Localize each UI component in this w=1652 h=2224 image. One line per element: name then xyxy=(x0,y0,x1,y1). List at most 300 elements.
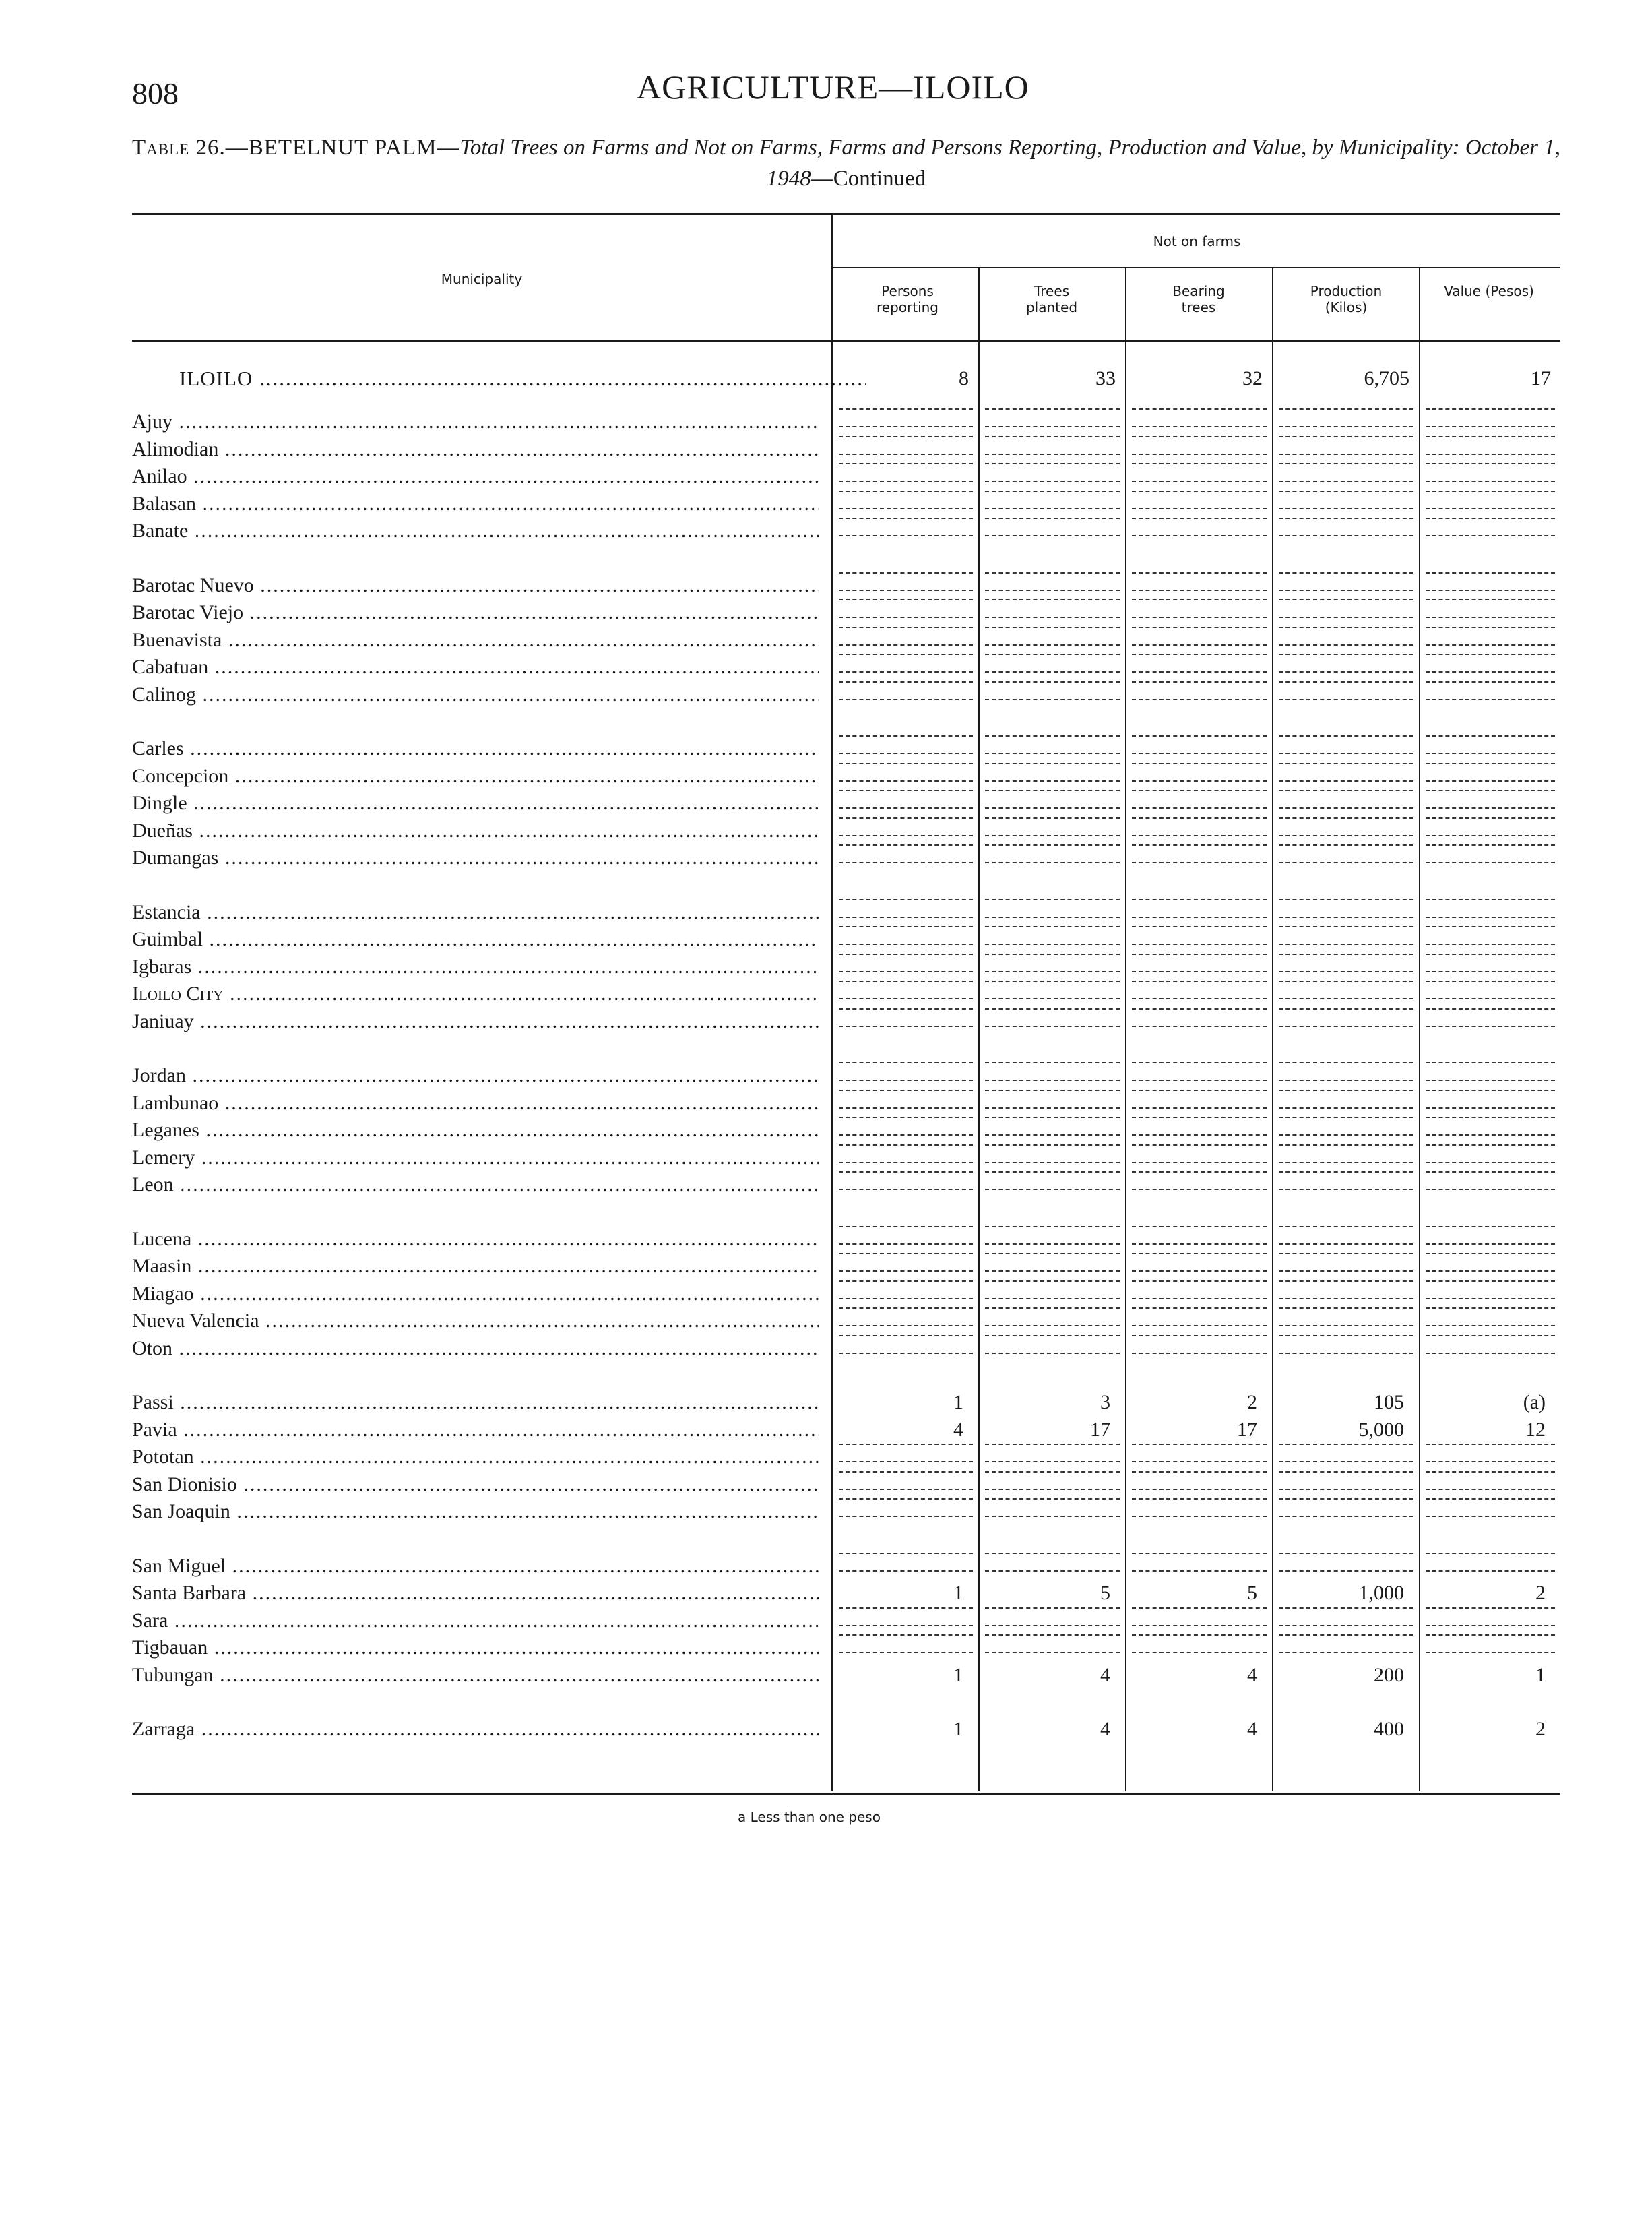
table-row xyxy=(132,1062,1560,1089)
persons-reporting-cell xyxy=(839,491,973,509)
value-cell xyxy=(1426,763,1555,782)
table-row xyxy=(132,627,1560,654)
caption-italic: Total Trees on Farms and Not on Farms, Farms and Persons Reporting, Production and Value, by Municipality: October 1, 1948 xyxy=(459,135,1560,191)
persons-reporting-cell xyxy=(839,1335,973,1354)
value-cell: 1 xyxy=(1535,1663,1546,1686)
production-cell: 1,000 xyxy=(1358,1582,1404,1604)
trees-planted-cell xyxy=(985,954,1120,972)
bearing-trees-cell xyxy=(1132,1498,1267,1517)
value-cell xyxy=(1426,572,1555,591)
production-cell xyxy=(1279,518,1413,536)
trees-planted-cell xyxy=(985,572,1120,591)
table-top-rule xyxy=(132,213,1560,215)
value-cell xyxy=(1426,817,1555,836)
bearing-trees-cell xyxy=(1132,1226,1267,1245)
production-cell xyxy=(1279,436,1413,455)
column-header-value: Value (Pesos) xyxy=(1444,283,1534,299)
bearing-trees-cell xyxy=(1132,1471,1267,1490)
value-cell xyxy=(1426,1498,1555,1517)
bearing-trees-cell xyxy=(1132,1307,1267,1326)
production-cell xyxy=(1279,463,1413,482)
value-cell xyxy=(1426,899,1555,918)
municipality-name: Passi ..... xyxy=(132,1389,819,1416)
production-cell: 400 xyxy=(1374,1718,1404,1740)
production-cell xyxy=(1279,627,1413,646)
persons-reporting-cell: 1 xyxy=(953,1663,963,1686)
trees-planted-cell xyxy=(985,518,1120,536)
bearing-trees-cell xyxy=(1132,1090,1267,1109)
municipality-name: Ajuy ..... xyxy=(132,408,819,435)
persons-reporting-cell xyxy=(839,1498,973,1517)
table-row xyxy=(132,899,1560,926)
municipality-name: Dueñas ..... xyxy=(132,817,819,844)
production-cell xyxy=(1279,1008,1413,1027)
page-number: 808 xyxy=(132,76,179,111)
bearing-trees-cell xyxy=(1132,627,1267,646)
footnote: a Less than one peso xyxy=(738,1809,881,1825)
persons-reporting-cell xyxy=(839,1444,973,1462)
value-cell xyxy=(1426,981,1555,999)
table-row xyxy=(132,1117,1560,1144)
municipality-name: San Joaquin ..... xyxy=(132,1498,819,1525)
persons-reporting-cell xyxy=(839,599,973,618)
persons-reporting-cell xyxy=(839,926,973,945)
persons-reporting-cell: 1 xyxy=(953,1391,963,1413)
municipality-name: Pavia ..... xyxy=(132,1417,819,1444)
table-row xyxy=(132,763,1560,790)
value-cell: 12 xyxy=(1525,1418,1546,1441)
bearing-trees-cell xyxy=(1132,681,1267,700)
value-cell xyxy=(1426,1634,1555,1653)
value-cell xyxy=(1426,518,1555,536)
persons-reporting-cell xyxy=(839,572,973,591)
table-row xyxy=(132,1335,1560,1362)
persons-reporting-cell: 4 xyxy=(953,1418,963,1441)
production-cell xyxy=(1279,981,1413,999)
value-cell xyxy=(1426,790,1555,809)
bearing-trees-cell: 4 xyxy=(1247,1663,1257,1686)
production-cell xyxy=(1279,491,1413,509)
production-cell xyxy=(1279,1335,1413,1354)
bearing-trees-cell: 2 xyxy=(1247,1391,1257,1413)
table-row xyxy=(132,408,1560,435)
table-row xyxy=(132,1498,1560,1525)
value-cell xyxy=(1426,1335,1555,1354)
persons-reporting-cell xyxy=(839,1171,973,1190)
value-cell xyxy=(1426,1253,1555,1272)
value-cell xyxy=(1426,681,1555,700)
value-cell xyxy=(1426,1444,1555,1462)
table-row xyxy=(132,1253,1560,1280)
municipality-name: Leganes ..... xyxy=(132,1117,819,1144)
production-cell xyxy=(1279,926,1413,945)
table-row xyxy=(132,981,1560,1008)
table-row xyxy=(132,1389,1560,1416)
bearing-trees-cell xyxy=(1132,954,1267,972)
bearing-trees-cell xyxy=(1132,926,1267,945)
municipality-name: Dingle ..... xyxy=(132,790,819,817)
trees-planted-cell: 17 xyxy=(1090,1418,1110,1441)
trees-planted-cell xyxy=(985,1226,1120,1245)
persons-reporting-cell xyxy=(839,763,973,782)
production-cell xyxy=(1279,1307,1413,1326)
bearing-trees-cell xyxy=(1132,1117,1267,1136)
persons-reporting-cell xyxy=(839,981,973,999)
value-cell xyxy=(1426,1171,1555,1190)
bearing-trees-cell xyxy=(1132,817,1267,836)
value-cell xyxy=(1426,1307,1555,1326)
bearing-trees-cell xyxy=(1132,491,1267,509)
value-cell xyxy=(1426,1144,1555,1163)
trees-planted-cell xyxy=(985,654,1120,673)
municipality-name: Zarraga ..... xyxy=(132,1716,819,1743)
trees-planted-cell xyxy=(985,491,1120,509)
trees-planted-cell xyxy=(985,1607,1120,1626)
bearing-trees-cell xyxy=(1132,1062,1267,1081)
production-cell xyxy=(1279,1498,1413,1517)
production-cell xyxy=(1279,572,1413,591)
municipality-name: Nueva Valencia ..... xyxy=(132,1307,819,1334)
table-row xyxy=(132,954,1560,981)
persons-reporting-cell xyxy=(839,1008,973,1027)
persons-reporting-cell xyxy=(839,790,973,809)
total-bearing-trees: 32 xyxy=(1242,367,1263,390)
table-row xyxy=(132,599,1560,626)
production-cell: 200 xyxy=(1374,1663,1404,1686)
trees-planted-cell xyxy=(985,681,1120,700)
value-cell xyxy=(1426,1090,1555,1109)
persons-reporting-cell xyxy=(839,436,973,455)
table-row xyxy=(132,1471,1560,1498)
production-cell xyxy=(1279,817,1413,836)
value-cell xyxy=(1426,954,1555,972)
bearing-trees-cell xyxy=(1132,735,1267,754)
table-row xyxy=(132,654,1560,681)
table-row xyxy=(132,1008,1560,1035)
bearing-trees-cell xyxy=(1132,599,1267,618)
municipality-name: San Miguel ..... xyxy=(132,1553,819,1580)
municipality-name: Estancia ..... xyxy=(132,899,819,926)
column-header-trees-planted: Trees planted xyxy=(1025,283,1078,315)
municipality-name: Oton ..... xyxy=(132,1335,819,1362)
persons-reporting-cell xyxy=(839,1226,973,1245)
table-row xyxy=(132,1307,1560,1334)
table-row xyxy=(132,1662,1560,1689)
group-header-rule xyxy=(831,267,1560,268)
bearing-trees-cell xyxy=(1132,1335,1267,1354)
production-cell xyxy=(1279,1062,1413,1081)
value-cell xyxy=(1426,436,1555,455)
trees-planted-cell xyxy=(985,408,1120,427)
trees-planted-cell xyxy=(985,735,1120,754)
value-cell xyxy=(1426,654,1555,673)
table-row xyxy=(132,844,1560,871)
table-row xyxy=(132,817,1560,844)
persons-reporting-cell xyxy=(839,817,973,836)
production-cell xyxy=(1279,1090,1413,1109)
bearing-trees-cell xyxy=(1132,1444,1267,1462)
trees-planted-cell xyxy=(985,899,1120,918)
table-row xyxy=(132,1171,1560,1198)
table-row xyxy=(132,735,1560,762)
municipality-name: Lambunao ..... xyxy=(132,1090,819,1117)
value-cell xyxy=(1426,491,1555,509)
persons-reporting-cell xyxy=(839,1607,973,1626)
trees-planted-cell xyxy=(985,463,1120,482)
trees-planted-cell xyxy=(985,599,1120,618)
value-cell xyxy=(1426,463,1555,482)
total-row-name: ILOILO ..... xyxy=(179,365,866,392)
production-cell xyxy=(1279,954,1413,972)
value-cell xyxy=(1426,1062,1555,1081)
trees-planted-cell xyxy=(985,1335,1120,1354)
bearing-trees-cell xyxy=(1132,1253,1267,1272)
persons-reporting-cell xyxy=(839,1553,973,1572)
persons-reporting-cell xyxy=(839,1280,973,1299)
caption-lead: Table 26.—BETELNUT PALM— xyxy=(132,135,460,160)
trees-planted-cell xyxy=(985,1444,1120,1462)
persons-reporting-cell: 1 xyxy=(953,1582,963,1604)
bearing-trees-cell xyxy=(1132,1008,1267,1027)
total-row xyxy=(132,365,1560,392)
value-cell xyxy=(1426,408,1555,427)
production-cell xyxy=(1279,1280,1413,1299)
value-cell xyxy=(1426,1117,1555,1136)
municipality-name: Buenavista ..... xyxy=(132,627,819,654)
bearing-trees-cell xyxy=(1132,1553,1267,1572)
persons-reporting-cell xyxy=(839,627,973,646)
municipality-name: Iloilo City ..... xyxy=(132,981,819,1008)
table-row xyxy=(132,1280,1560,1307)
municipality-name: Balasan ..... xyxy=(132,491,819,518)
table-row xyxy=(132,572,1560,599)
value-cell xyxy=(1426,1226,1555,1245)
value-cell xyxy=(1426,1553,1555,1572)
production-cell xyxy=(1279,763,1413,782)
table-row xyxy=(132,1417,1560,1444)
table-caption xyxy=(132,132,1560,194)
table-row xyxy=(132,491,1560,518)
value-cell xyxy=(1426,1471,1555,1490)
caption-tail: —Continued xyxy=(811,166,926,191)
value-cell xyxy=(1426,1607,1555,1626)
persons-reporting-cell xyxy=(839,1062,973,1081)
table-row xyxy=(132,463,1560,490)
trees-planted-cell xyxy=(985,981,1120,999)
production-cell xyxy=(1279,844,1413,863)
production-cell xyxy=(1279,1553,1413,1572)
municipality-name: Concepcion ..... xyxy=(132,763,819,790)
production-cell xyxy=(1279,790,1413,809)
municipality-name: Dumangas ..... xyxy=(132,844,819,871)
table-bottom-rule xyxy=(132,1793,1560,1795)
municipality-name: Lucena ..... xyxy=(132,1226,819,1253)
bearing-trees-cell xyxy=(1132,572,1267,591)
municipality-name: Alimodian ..... xyxy=(132,436,819,463)
header-bottom-rule xyxy=(132,340,1560,342)
trees-planted-cell: 5 xyxy=(1100,1582,1110,1604)
persons-reporting-cell xyxy=(839,408,973,427)
bearing-trees-cell xyxy=(1132,899,1267,918)
trees-planted-cell xyxy=(985,1090,1120,1109)
table-row xyxy=(132,1553,1560,1580)
production-cell xyxy=(1279,1634,1413,1653)
persons-reporting-cell xyxy=(839,1634,973,1653)
municipality-name: Guimbal ..... xyxy=(132,926,819,953)
production-cell xyxy=(1279,899,1413,918)
municipality-name: Anilao ..... xyxy=(132,463,819,490)
value-cell xyxy=(1426,599,1555,618)
table-row xyxy=(132,1580,1560,1607)
persons-reporting-cell xyxy=(839,518,973,536)
municipality-name: Miagao ..... xyxy=(132,1280,819,1307)
value-cell xyxy=(1426,735,1555,754)
persons-reporting-cell xyxy=(839,1253,973,1272)
bearing-trees-cell xyxy=(1132,763,1267,782)
group-header-not-on-farms: Not on farms xyxy=(1153,233,1241,249)
bearing-trees-cell xyxy=(1132,1634,1267,1653)
bearing-trees-cell xyxy=(1132,518,1267,536)
trees-planted-cell xyxy=(985,1280,1120,1299)
value-cell xyxy=(1426,627,1555,646)
trees-planted-cell xyxy=(985,1471,1120,1490)
trees-planted-cell: 4 xyxy=(1100,1718,1110,1740)
production-cell xyxy=(1279,1117,1413,1136)
municipality-name: Tubungan ..... xyxy=(132,1662,819,1689)
persons-reporting-cell xyxy=(839,654,973,673)
column-header-bearing-trees: Bearing trees xyxy=(1172,283,1225,315)
trees-planted-cell xyxy=(985,1117,1120,1136)
total-production: 6,705 xyxy=(1364,367,1409,390)
trees-planted-cell xyxy=(985,1307,1120,1326)
persons-reporting-cell xyxy=(839,681,973,700)
persons-reporting-cell xyxy=(839,1144,973,1163)
production-cell xyxy=(1279,1444,1413,1462)
value-cell xyxy=(1426,926,1555,945)
trees-planted-cell xyxy=(985,1144,1120,1163)
production-cell xyxy=(1279,681,1413,700)
municipality-name: Leon ..... xyxy=(132,1171,819,1198)
trees-planted-cell xyxy=(985,817,1120,836)
table-row xyxy=(132,1444,1560,1471)
trees-planted-cell xyxy=(985,1553,1120,1572)
value-cell: 2 xyxy=(1535,1718,1546,1740)
trees-planted-cell xyxy=(985,1062,1120,1081)
trees-planted-cell xyxy=(985,790,1120,809)
persons-reporting-cell xyxy=(839,735,973,754)
table-row xyxy=(132,518,1560,545)
bearing-trees-cell xyxy=(1132,408,1267,427)
municipality-name: Carles ..... xyxy=(132,735,819,762)
persons-reporting-cell xyxy=(839,463,973,482)
persons-reporting-cell xyxy=(839,1090,973,1109)
bearing-trees-cell xyxy=(1132,1144,1267,1163)
table-row xyxy=(132,1716,1560,1743)
table-row xyxy=(132,1090,1560,1117)
bearing-trees-cell xyxy=(1132,844,1267,863)
trees-planted-cell xyxy=(985,763,1120,782)
production-cell xyxy=(1279,599,1413,618)
trees-planted-cell: 3 xyxy=(1100,1391,1110,1413)
page-title: AGRICULTURE—ILOILO xyxy=(637,68,1029,106)
production-cell xyxy=(1279,1253,1413,1272)
bearing-trees-cell xyxy=(1132,790,1267,809)
production-cell xyxy=(1279,1171,1413,1190)
municipality-name: Jordan ..... xyxy=(132,1062,819,1089)
value-cell: (a) xyxy=(1523,1391,1546,1413)
value-cell: 2 xyxy=(1535,1582,1546,1604)
total-value: 17 xyxy=(1531,367,1551,390)
production-cell: 105 xyxy=(1374,1391,1404,1413)
column-header-persons-reporting: Persons reporting xyxy=(876,283,939,315)
persons-reporting-cell: 1 xyxy=(953,1718,963,1740)
persons-reporting-cell xyxy=(839,844,973,863)
municipality-name: Maasin ..... xyxy=(132,1253,819,1280)
trees-planted-cell xyxy=(985,1171,1120,1190)
municipality-name: Tigbauan ..... xyxy=(132,1634,819,1661)
municipality-name: San Dionisio ..... xyxy=(132,1471,819,1498)
table-row xyxy=(132,1144,1560,1171)
table-row xyxy=(132,1226,1560,1253)
table-row xyxy=(132,926,1560,953)
production-cell xyxy=(1279,1226,1413,1245)
stub-header-municipality: Municipality xyxy=(441,271,523,287)
bearing-trees-cell xyxy=(1132,436,1267,455)
municipality-name: Lemery ..... xyxy=(132,1144,819,1171)
municipality-name: Banate ..... xyxy=(132,518,819,545)
value-cell xyxy=(1426,844,1555,863)
production-cell: 5,000 xyxy=(1358,1418,1404,1441)
municipality-name: Barotac Viejo ..... xyxy=(132,599,819,626)
municipality-name: Igbaras ..... xyxy=(132,954,819,981)
persons-reporting-cell xyxy=(839,954,973,972)
municipality-name: Calinog ..... xyxy=(132,681,819,708)
bearing-trees-cell xyxy=(1132,981,1267,999)
trees-planted-cell xyxy=(985,436,1120,455)
trees-planted-cell xyxy=(985,627,1120,646)
table-row xyxy=(132,1634,1560,1661)
data-table xyxy=(132,213,1560,1824)
persons-reporting-cell xyxy=(839,1117,973,1136)
column-header-production: Production (Kilos) xyxy=(1310,283,1383,315)
production-cell xyxy=(1279,735,1413,754)
trees-planted-cell xyxy=(985,1498,1120,1517)
table-row xyxy=(132,1607,1560,1634)
production-cell xyxy=(1279,654,1413,673)
trees-planted-cell xyxy=(985,926,1120,945)
trees-planted-cell xyxy=(985,1253,1120,1272)
municipality-name: Santa Barbara ..... xyxy=(132,1580,819,1607)
municipality-name: Pototan ..... xyxy=(132,1444,819,1471)
total-persons-reporting: 8 xyxy=(959,367,969,390)
bearing-trees-cell: 17 xyxy=(1237,1418,1257,1441)
persons-reporting-cell xyxy=(839,1307,973,1326)
bearing-trees-cell xyxy=(1132,1607,1267,1626)
total-trees-planted: 33 xyxy=(1095,367,1116,390)
bearing-trees-cell xyxy=(1132,1280,1267,1299)
trees-planted-cell xyxy=(985,844,1120,863)
municipality-name: Barotac Nuevo ..... xyxy=(132,572,819,599)
bearing-trees-cell xyxy=(1132,654,1267,673)
table-row xyxy=(132,790,1560,817)
trees-planted-cell xyxy=(985,1008,1120,1027)
municipality-name: Sara ..... xyxy=(132,1607,819,1634)
production-cell xyxy=(1279,408,1413,427)
trees-planted-cell: 4 xyxy=(1100,1663,1110,1686)
bearing-trees-cell xyxy=(1132,463,1267,482)
bearing-trees-cell: 4 xyxy=(1247,1718,1257,1740)
persons-reporting-cell xyxy=(839,899,973,918)
